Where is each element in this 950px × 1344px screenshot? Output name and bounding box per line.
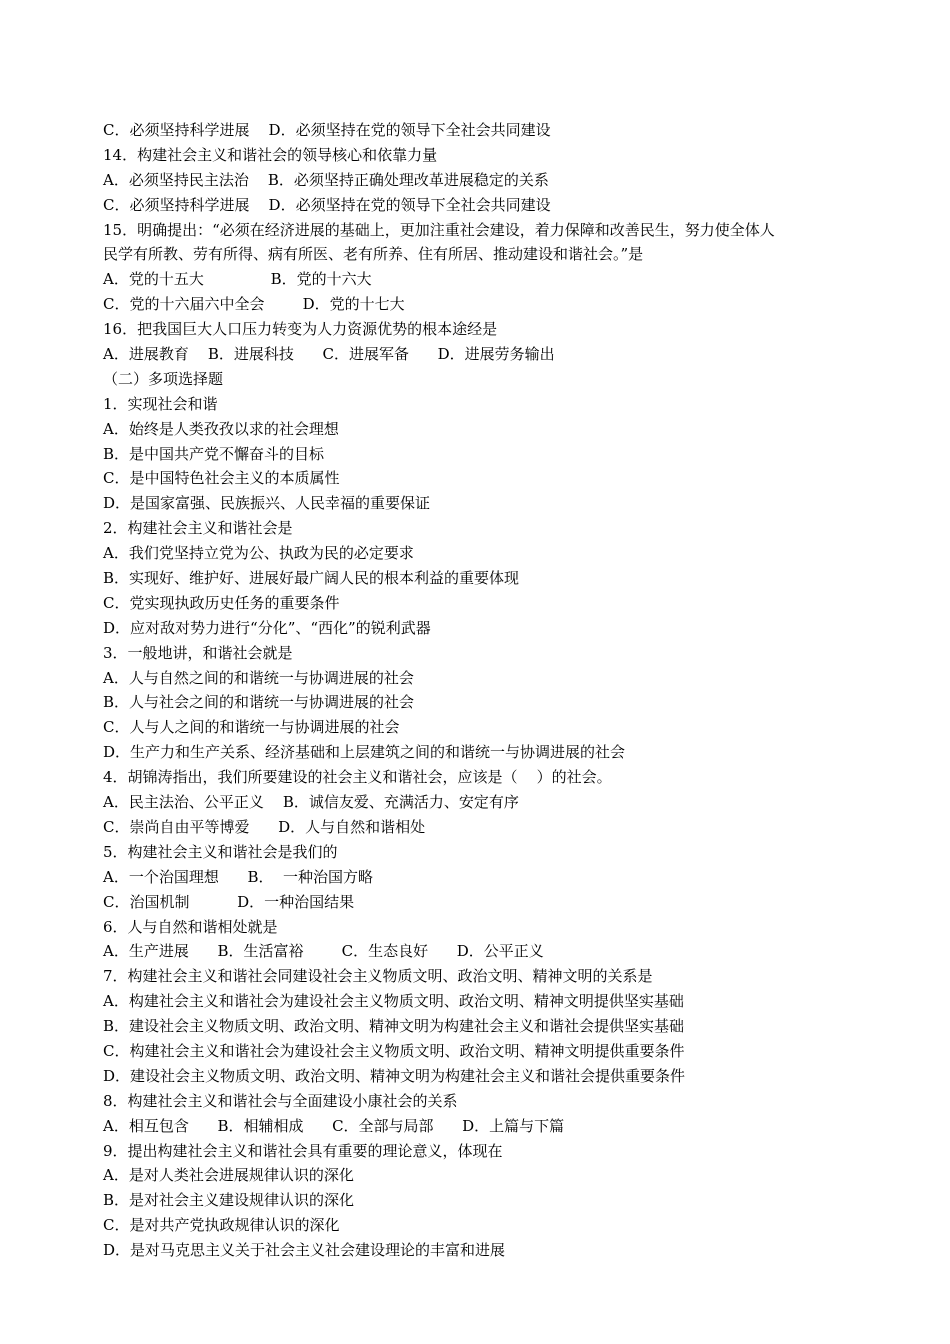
question-14-options-ab: A．必须坚持民主法治 B．必须坚持正确处理改革进展稳定的关系 [103, 170, 549, 189]
mc-question-2: 2．构建社会主义和谐社会是 [103, 519, 293, 538]
option-line: C．是对共产党执政规律认识的深化 [103, 1216, 340, 1235]
option-line: B．是对社会主义建设规律认识的深化 [103, 1191, 355, 1210]
section-heading: （二）多项选择题 [103, 369, 224, 388]
question-15: 15．明确提出：“必须在经济进展的基础上，更加注重社会建设，着力保障和改善民生，努力使全体人 [103, 220, 775, 239]
mc-question-5: 5．构建社会主义和谐社会是我们的 [103, 842, 338, 861]
option-line: A．相互包含 B．相辅相成 C．全部与局部 D．上篇与下篇 [103, 1116, 565, 1135]
option-line: D．是对马克思主义关于社会主义社会建设理论的丰富和进展 [103, 1241, 506, 1260]
question-15-options-cd: C．党的十六届六中全会 D．党的十七大 [103, 295, 405, 314]
mc-question-7: 7．构建社会主义和谐社会同建设社会主义物质文明、政治文明、精神文明的关系是 [103, 967, 653, 986]
option-line: A．人与自然之间的和谐统一与协调进展的社会 [103, 668, 414, 687]
question-16-options: A．进展教育 B．进展科技 C．进展军备 D．进展劳务输出 [103, 345, 555, 364]
option-line: B．人与社会之间的和谐统一与协调进展的社会 [103, 693, 415, 712]
option-line: C．人与人之间的和谐统一与协调进展的社会 [103, 718, 400, 737]
option-line: A．民主法治、公平正义 B．诚信友爱、充满活力、安定有序 [103, 793, 519, 812]
document-page [103, 118, 893, 1263]
mc-question-6: 6．人与自然和谐相处就是 [103, 917, 278, 936]
option-line: C．构建社会主义和谐社会为建设社会主义物质文明、政治文明、精神文明提供重要条件 [103, 1041, 685, 1060]
mc-question-8: 8．构建社会主义和谐社会与全面建设小康社会的关系 [103, 1091, 458, 1110]
option-line: A．构建社会主义和谐社会为建设社会主义物质文明、政治文明、精神文明提供坚实基础 [103, 992, 684, 1011]
option-line: D．应对敌对势力进行“分化”、“西化”的锐利武器 [103, 618, 431, 637]
question-16: 16．把我国巨大人口压力转变为人力资源优势的根本途经是 [103, 320, 498, 339]
question-15-options-ab: A．党的十五大 B．党的十六大 [103, 270, 372, 289]
option-line: D．是国家富强、民族振兴、人民幸福的重要保证 [103, 494, 431, 513]
question-15-cont: 民学有所教、劳有所得、病有所医、老有所养、住有所居、推动建设和谐社会。”是 [103, 245, 644, 264]
question-14-options-cd: C．必须坚持科学进展 D．必须坚持在党的领导下全社会共同建设 [103, 195, 551, 214]
text-line: C．必须坚持科学进展 D．必须坚持在党的领导下全社会共同建设 [103, 121, 551, 139]
option-line: C．崇尚自由平等博爱 D．人与自然和谐相处 [103, 817, 426, 836]
question-14: 14．构建社会主义和谐社会的领导核心和依靠力量 [103, 145, 438, 164]
mc-question-1: 1．实现社会和谐 [103, 394, 218, 413]
option-line: D．建设社会主义物质文明、政治文明、精神文明为构建社会主义和谐社会提供重要条件 [103, 1066, 686, 1085]
option-line: B．建设社会主义物质文明、政治文明、精神文明为构建社会主义和谐社会提供坚实基础 [103, 1017, 685, 1036]
option-line: A．是对人类社会进展规律认识的深化 [103, 1166, 354, 1185]
mc-question-9: 9．提出构建社会主义和谐社会具有重要的理论意义，体现在 [103, 1141, 503, 1160]
option-line: C．是中国特色社会主义的本质属性 [103, 469, 340, 488]
option-line: A．一个治国理想 B． 一种治国方略 [103, 867, 374, 886]
mc-question-3: 3．一般地讲，和谐社会就是 [103, 643, 293, 662]
option-line: C．党实现执政历史任务的重要条件 [103, 593, 340, 612]
option-line: B．是中国共产党不懈奋斗的目标 [103, 444, 325, 463]
option-line: A．始终是人类孜孜以求的社会理想 [103, 419, 339, 438]
option-line: A．生产进展 B．生活富裕 C．生态良好 D．公平正义 [103, 942, 544, 961]
option-line: A．我们党坚持立党为公、执政为民的必定要求 [103, 544, 414, 563]
mc-question-4: 4．胡锦涛指出，我们所要建设的社会主义和谐社会，应该是（ ）的社会。 [103, 768, 612, 787]
option-line: D．生产力和生产关系、经济基础和上层建筑之间的和谐统一与协调进展的社会 [103, 743, 626, 762]
option-line: B．实现好、维护好、进展好最广阔人民的根本利益的重要体现 [103, 569, 520, 588]
option-line: C．治国机制 D．一种治国结果 [103, 892, 355, 911]
